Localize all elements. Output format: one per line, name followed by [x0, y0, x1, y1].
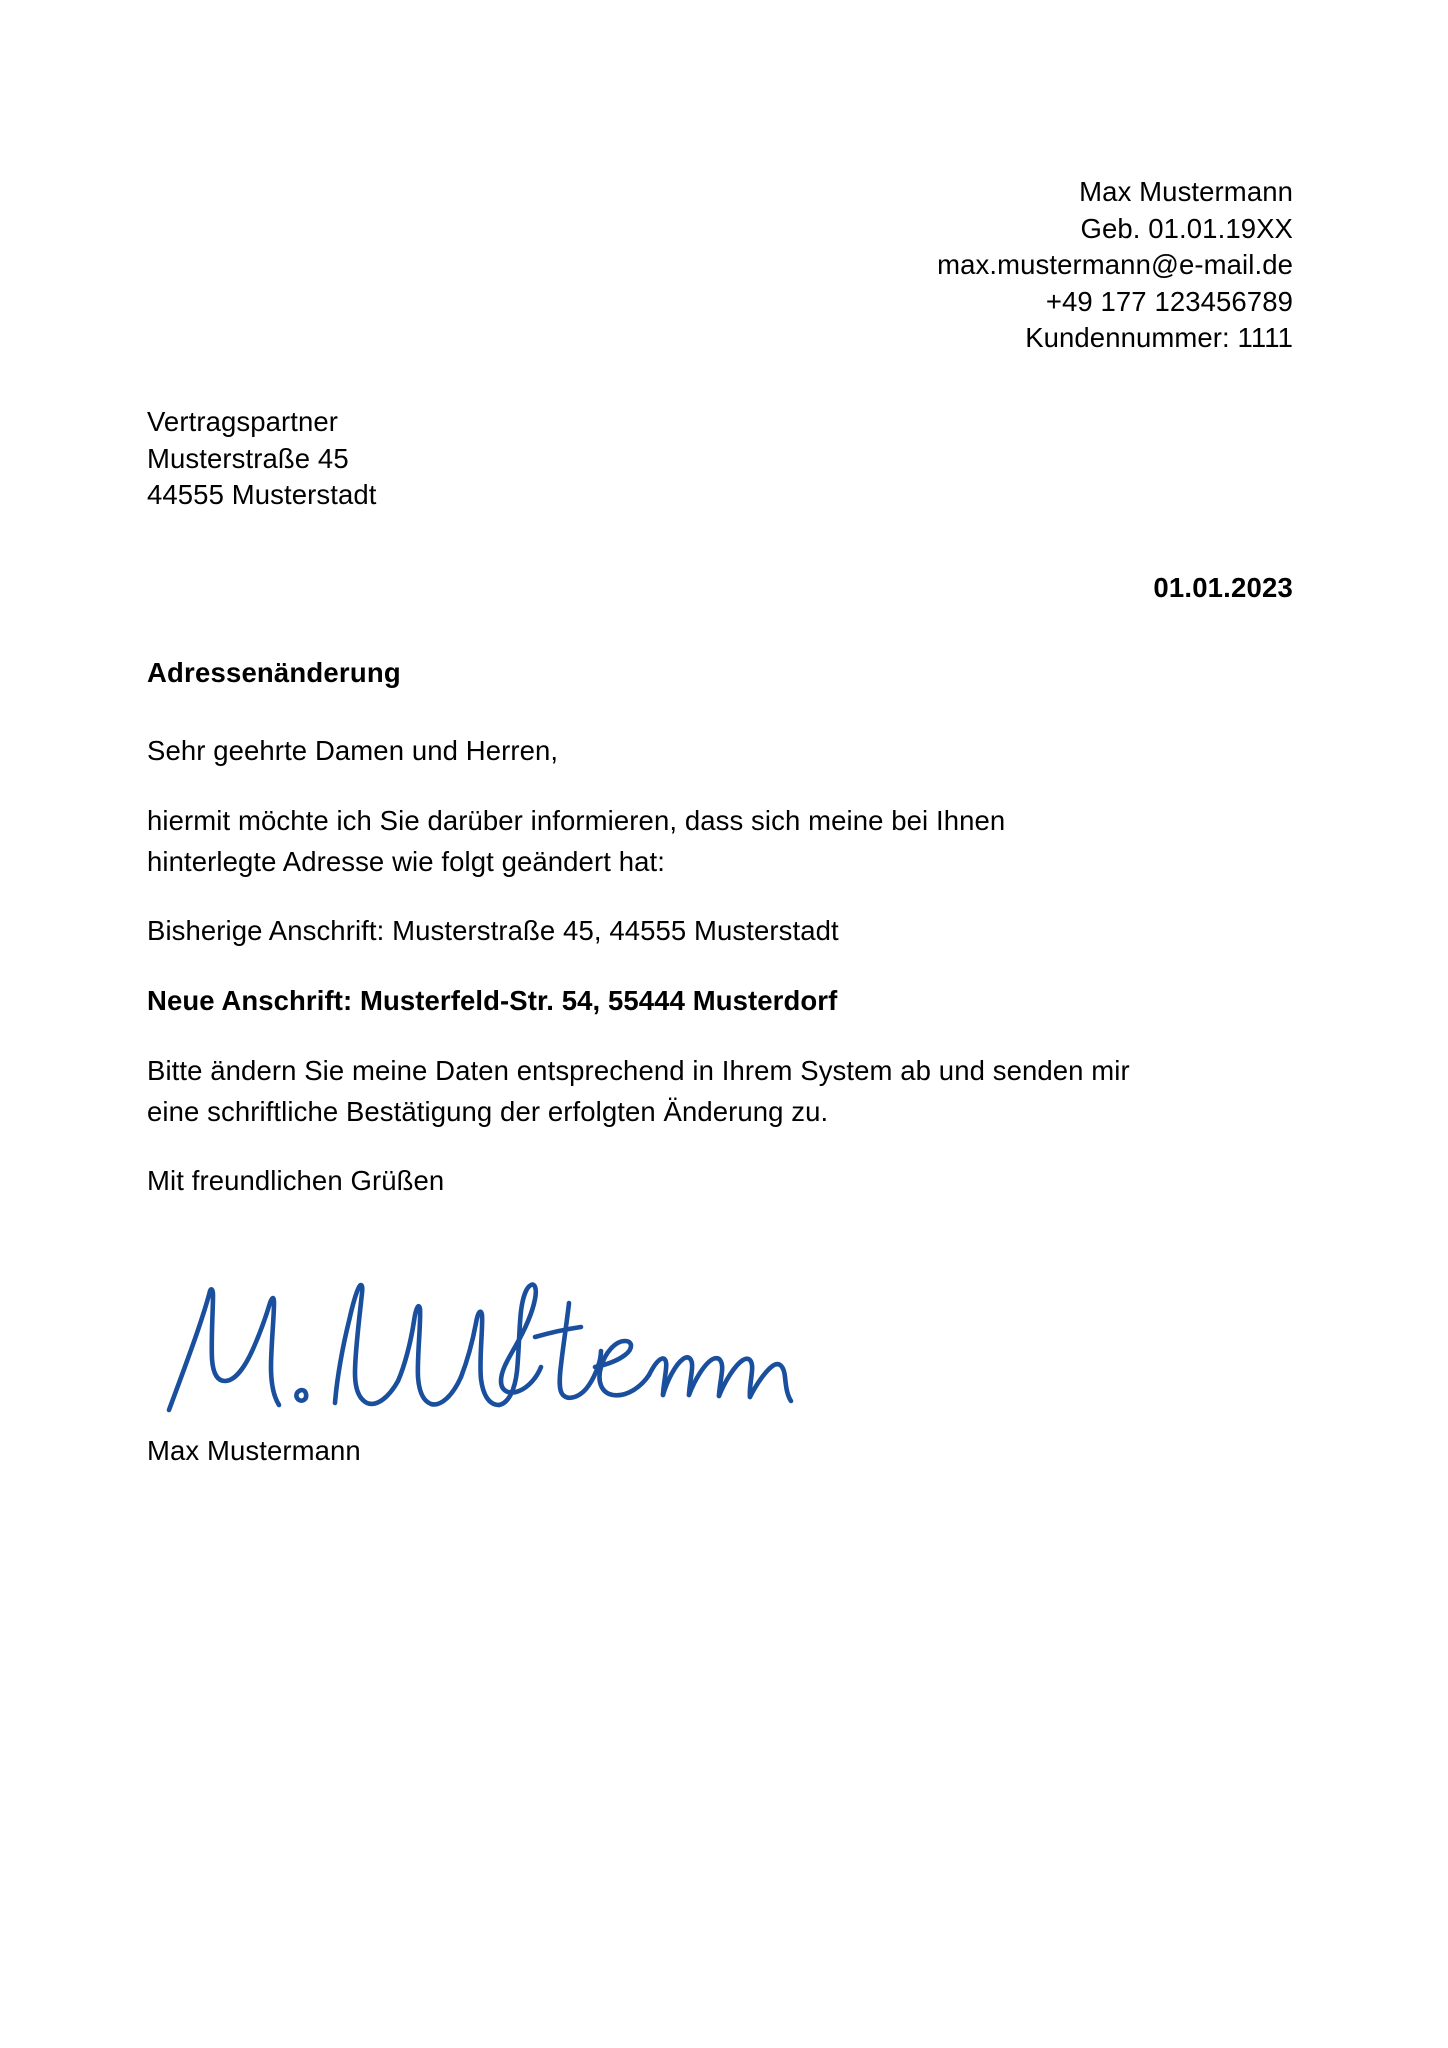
- recipient-block: [147, 404, 376, 514]
- signature-printed-name: Max Mustermann: [147, 1435, 361, 1466]
- salutation: Sehr geehrte Damen und Herren,: [147, 735, 559, 766]
- sender-birthdate: Geb. 01.01.19XX: [1080, 212, 1293, 244]
- handwritten-signature-icon: [157, 1255, 797, 1425]
- letter-subject: Adressenänderung: [147, 657, 401, 688]
- new-address-line: Neue Anschrift: Musterfeld-Str. 54, 55444 Musterdorf: [147, 985, 838, 1016]
- intro-paragraph: hiermit möchte ich Sie darüber informieren, dass sich meine bei Ihnen hinterlegte Adresse wie folgt geändert hat:: [147, 805, 1006, 877]
- recipient-street: Musterstraße 45: [147, 442, 349, 474]
- sender-name: Max Mustermann: [1079, 176, 1293, 207]
- recipient-city: 44555 Musterstadt: [147, 479, 377, 510]
- sender-customer-number: Kundennummer: 1111: [1025, 322, 1293, 353]
- sender-phone: +49 177 123456789: [1045, 285, 1293, 317]
- sender-block: [147, 174, 1293, 357]
- letter-date: 01.01.2023: [1153, 572, 1293, 603]
- recipient-company: Vertragspartner: [147, 406, 339, 437]
- closing-line: Mit freundlichen Grüßen: [147, 1165, 445, 1196]
- request-paragraph: Bitte ändern Sie meine Daten entsprechend in Ihrem System ab und senden mir eine schriftliche Bestätigung der erfolgten Änderung zu.: [147, 1055, 1130, 1127]
- old-address-line: Bisherige Anschrift: Musterstraße 45, 44555 Musterstadt: [147, 915, 839, 946]
- sender-email: max.mustermann@e-mail.de: [937, 249, 1293, 280]
